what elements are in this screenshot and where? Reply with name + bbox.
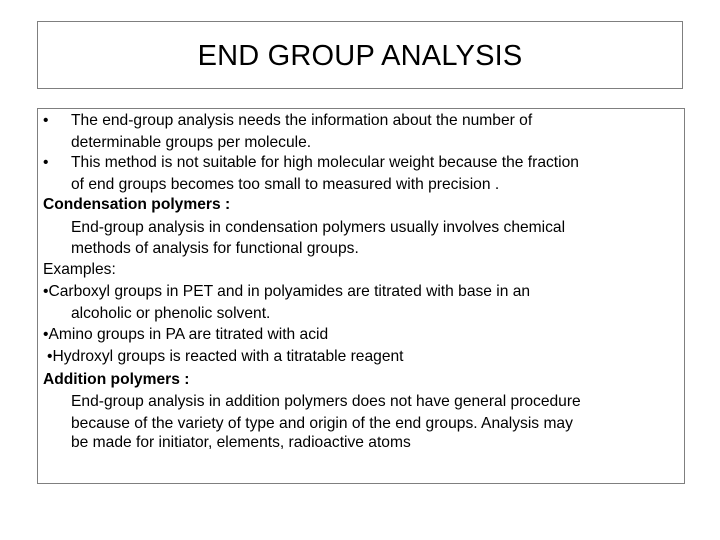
examples-label: Examples: <box>43 260 116 278</box>
example-item-2: •Amino groups in PA are titrated with acid <box>43 325 329 343</box>
condensation-desc-line-1: End-group analysis in condensation polymers usually involves chemical <box>71 218 566 236</box>
example-item-1-line-1: •Carboxyl groups in PET and in polyamides are titrated with base in an <box>43 283 531 301</box>
title-box <box>37 21 683 89</box>
example-item-1-line-2: alcoholic or phenolic solvent. <box>71 305 271 323</box>
intro-bullet-1 <box>43 110 678 152</box>
intro-bullet-1-line-1: The end-group analysis needs the information about the number of <box>71 112 533 129</box>
bullet-marker: • <box>43 154 49 172</box>
condensation-heading: Condensation polymers : <box>43 196 231 214</box>
example-item-3: •Hydroxyl groups is reacted with a titratable reagent <box>47 348 404 366</box>
condensation-desc-line-2: methods of analysis for functional groups. <box>71 240 359 258</box>
page-title: END GROUP ANALYSIS <box>197 39 523 72</box>
addition-description <box>43 391 678 453</box>
content-box <box>37 108 685 484</box>
intro-bullet-2 <box>43 152 678 194</box>
bullet-marker: • <box>43 112 49 129</box>
intro-bullet-2-line-2: of end groups becomes too small to measured with precision . <box>71 175 500 193</box>
intro-bullet-1-line-2: determinable groups per molecule. <box>71 133 312 151</box>
addition-desc-line-1: End-group analysis in addition polymers does not have general procedure <box>71 393 581 411</box>
intro-bullet-2-line-1: This method is not suitable for high molecular weight because the fraction <box>71 154 579 172</box>
example-item-1 <box>43 281 678 323</box>
condensation-description <box>43 217 678 259</box>
addition-heading: Addition polymers : <box>43 370 190 388</box>
addition-desc-line-2: because of the variety of type and origin of the end groups. Analysis may <box>71 414 573 432</box>
addition-desc-line-3: be made for initiator, elements, radioactive atoms <box>71 434 411 452</box>
